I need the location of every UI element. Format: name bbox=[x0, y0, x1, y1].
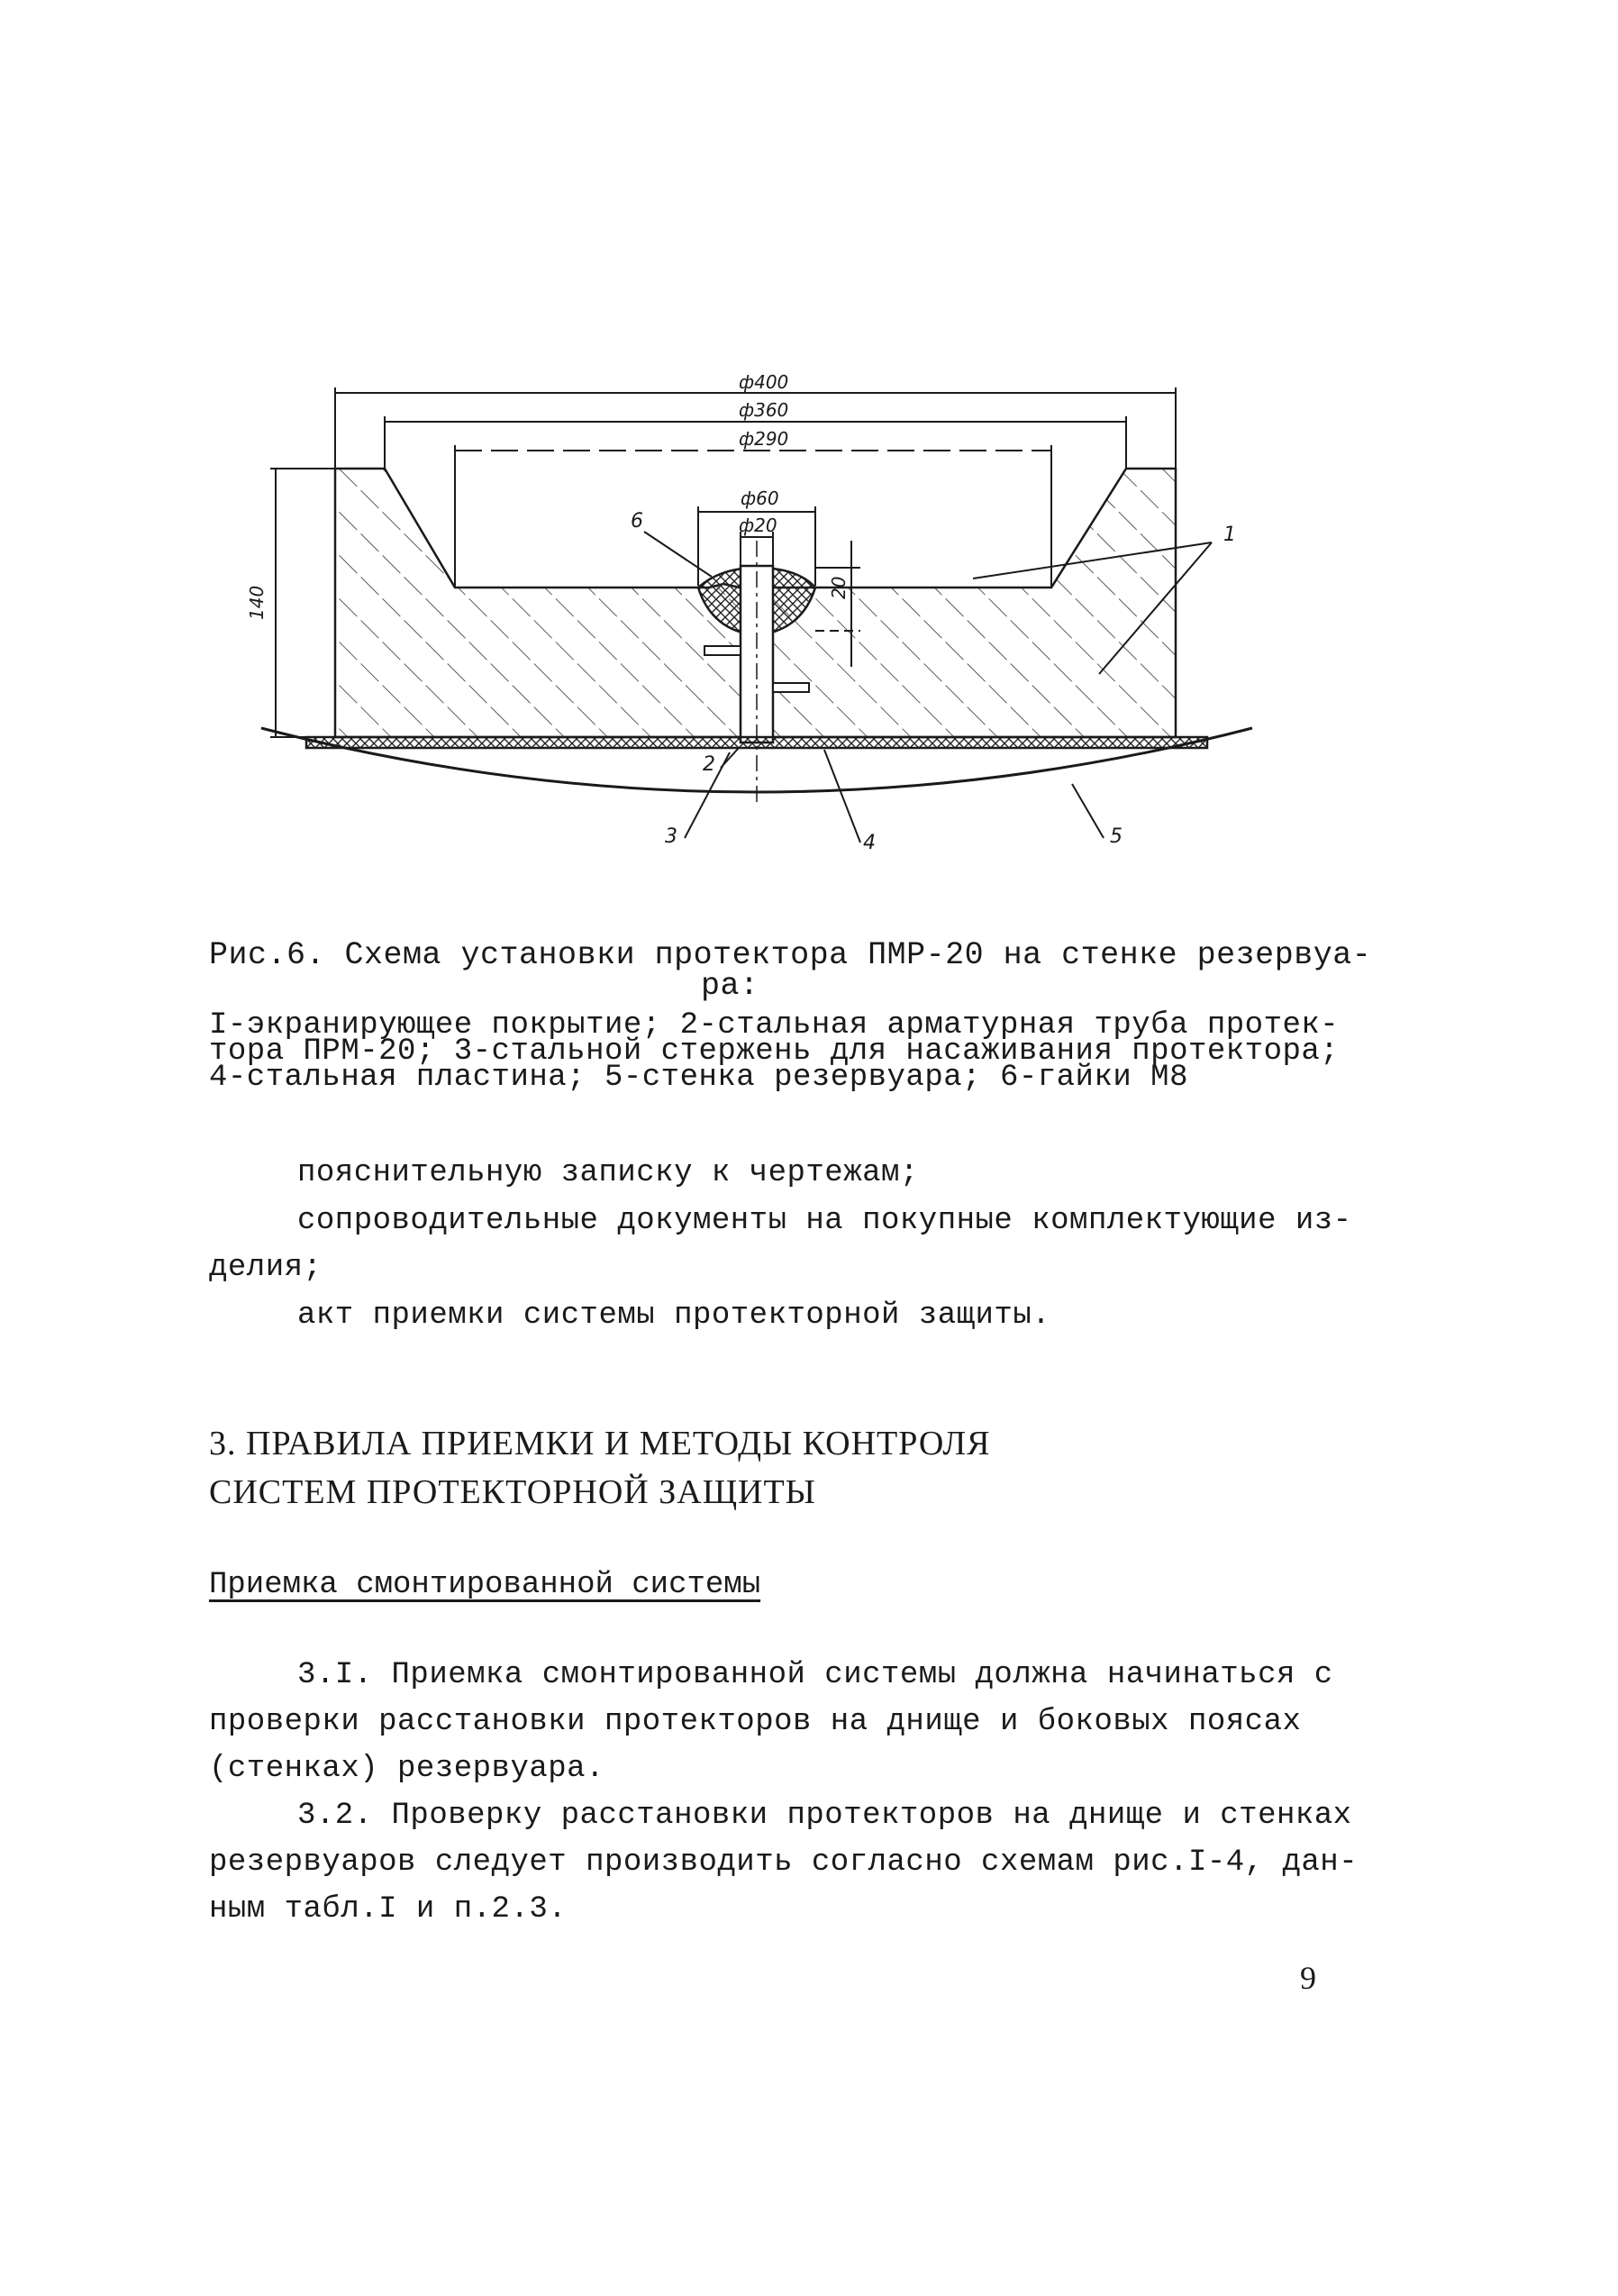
leader-4: 4 bbox=[863, 832, 876, 854]
dim-d400: ф400 bbox=[739, 371, 789, 393]
dim-h20: 20 bbox=[828, 576, 850, 599]
figure-legend-line1: I-экранирующее покрытие; 2-стальная арматурная труба протек- bbox=[209, 1008, 1340, 1043]
list-item-accompanying-docs-cont: делия; bbox=[209, 1251, 323, 1285]
section-heading-line2: СИСТЕМ ПРОТЕКТОРНОЙ ЗАЩИТЫ bbox=[209, 1473, 816, 1511]
steel-plate bbox=[306, 737, 1207, 748]
figure-caption-line1: Рис.6. Схема установки протектора ПМР-20 на стенке резервуа- bbox=[209, 937, 1372, 973]
paragraph-3-2-line3: ным табл.I и п.2.3. bbox=[209, 1892, 568, 1927]
dim-h140: 140 bbox=[246, 585, 268, 620]
leader-5: 5 bbox=[1110, 825, 1123, 848]
dim-d290: ф290 bbox=[739, 428, 789, 450]
subheading: Приемка смонтированной системы bbox=[209, 1568, 761, 1602]
protector-installation-drawing bbox=[0, 0, 1618, 901]
leader-3: 3 bbox=[665, 825, 677, 848]
dim-d20: ф20 bbox=[739, 515, 777, 536]
leader-1: 1 bbox=[1223, 524, 1236, 546]
list-item-acceptance-act: акт приемки системы протекторной защиты. bbox=[297, 1298, 1051, 1333]
paragraph-3-2-line1: 3.2. Проверку расстановки протекторов на днище и стенках bbox=[297, 1799, 1352, 1833]
page-number: 9 bbox=[1300, 1960, 1316, 1996]
list-item-accompanying-docs: сопроводительные документы на покупные комплектующие из- bbox=[297, 1204, 1352, 1238]
dim-d60: ф60 bbox=[741, 487, 779, 509]
leader-6: 6 bbox=[631, 510, 643, 533]
section-heading-line1: 3. ПРАВИЛА ПРИЕМКИ И МЕТОДЫ КОНТРОЛЯ bbox=[209, 1425, 991, 1462]
paragraph-3-1-line1: 3.I. Приемка смонтированной системы должна начинаться с bbox=[297, 1658, 1333, 1692]
paragraph-3-1-line3: (стенках) резервуара. bbox=[209, 1752, 604, 1786]
figure-legend-line2: тора ПРМ-20; 3-стальной стержень для насаживания протектора; bbox=[209, 1034, 1340, 1069]
leader-2: 2 bbox=[703, 753, 715, 776]
dim-d360: ф360 bbox=[739, 399, 789, 421]
paragraph-3-2-line2: резервуаров следует производить согласно схемам рис.I-4, дан- bbox=[209, 1845, 1359, 1880]
figure-caption-line2: ра: bbox=[701, 968, 759, 1004]
list-item-explanatory-note: пояснительную записку к чертежам; bbox=[297, 1156, 919, 1190]
figure-legend-line3: 4-стальная пластина; 5-стенка резервуара; 6-гайки М8 bbox=[209, 1061, 1188, 1095]
paragraph-3-1-line2: проверки расстановки протекторов на днище и боковых поясах bbox=[209, 1705, 1302, 1739]
